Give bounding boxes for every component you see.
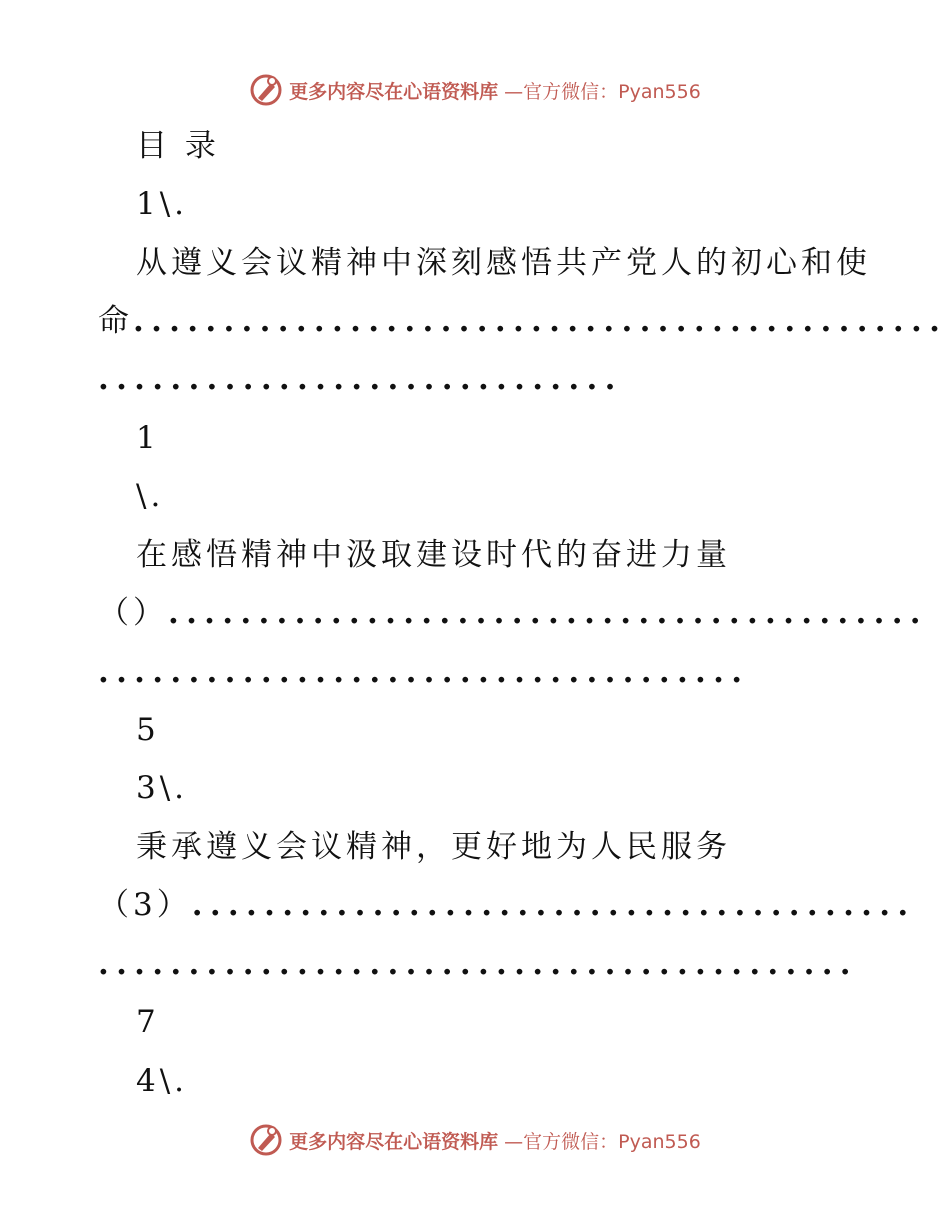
banner-text: 更多内容尽在心语资料库 (289, 1130, 499, 1153)
pen-logo-icon (249, 73, 283, 107)
toc-item-1-dots-1: ............................................. (133, 303, 948, 339)
toc-item-2-title: 在感悟精神中汲取建设时代的奋进力量 (136, 537, 731, 573)
toc-item-2-paren: （） (98, 595, 168, 631)
toc-item-1-page: 1 (136, 420, 160, 456)
toc-item-1-dots-2: ............................. (98, 361, 623, 397)
footer-banner (0, 1120, 950, 1160)
header-banner (0, 70, 950, 110)
toc-heading: 目 录 (136, 128, 220, 164)
toc-item-2-page: 5 (136, 712, 160, 748)
toc-item-2-number: \. (136, 478, 165, 514)
banner-wechat: —官方微信：Pyan556 (504, 80, 701, 103)
toc-item-3-page: 7 (136, 1004, 160, 1040)
toc-item-4-number: 4\. (136, 1063, 189, 1099)
toc-item-3-dots-2: .......................................... (98, 946, 858, 982)
toc-item-3-dots-1: ........................................ (191, 887, 916, 923)
toc-item-2-dots-1: .......................................... (168, 595, 928, 631)
toc-item-1-number: 1\. (136, 186, 189, 222)
toc-item-2-leader (98, 593, 928, 633)
toc-item-3-leader (98, 885, 915, 925)
banner-text: 更多内容尽在心语资料库 (289, 80, 499, 103)
banner-wechat: —官方微信：Pyan556 (504, 1130, 701, 1153)
toc-item-3-title: 秉承遵义会议精神，更好地为人民服务 (136, 829, 731, 865)
toc-item-2-dots-2: .................................... (98, 654, 750, 690)
toc-item-1-leader (98, 301, 947, 341)
toc-item-1-title: 从遵义会议精神中深刻感悟共产党人的初心和使 (136, 245, 871, 281)
toc-item-3-number: 3\. (136, 770, 189, 806)
toc-item-3-paren: （3） (98, 887, 192, 923)
pen-logo-icon (249, 1123, 283, 1157)
toc-item-1-title-wrap: 命 (98, 303, 133, 339)
